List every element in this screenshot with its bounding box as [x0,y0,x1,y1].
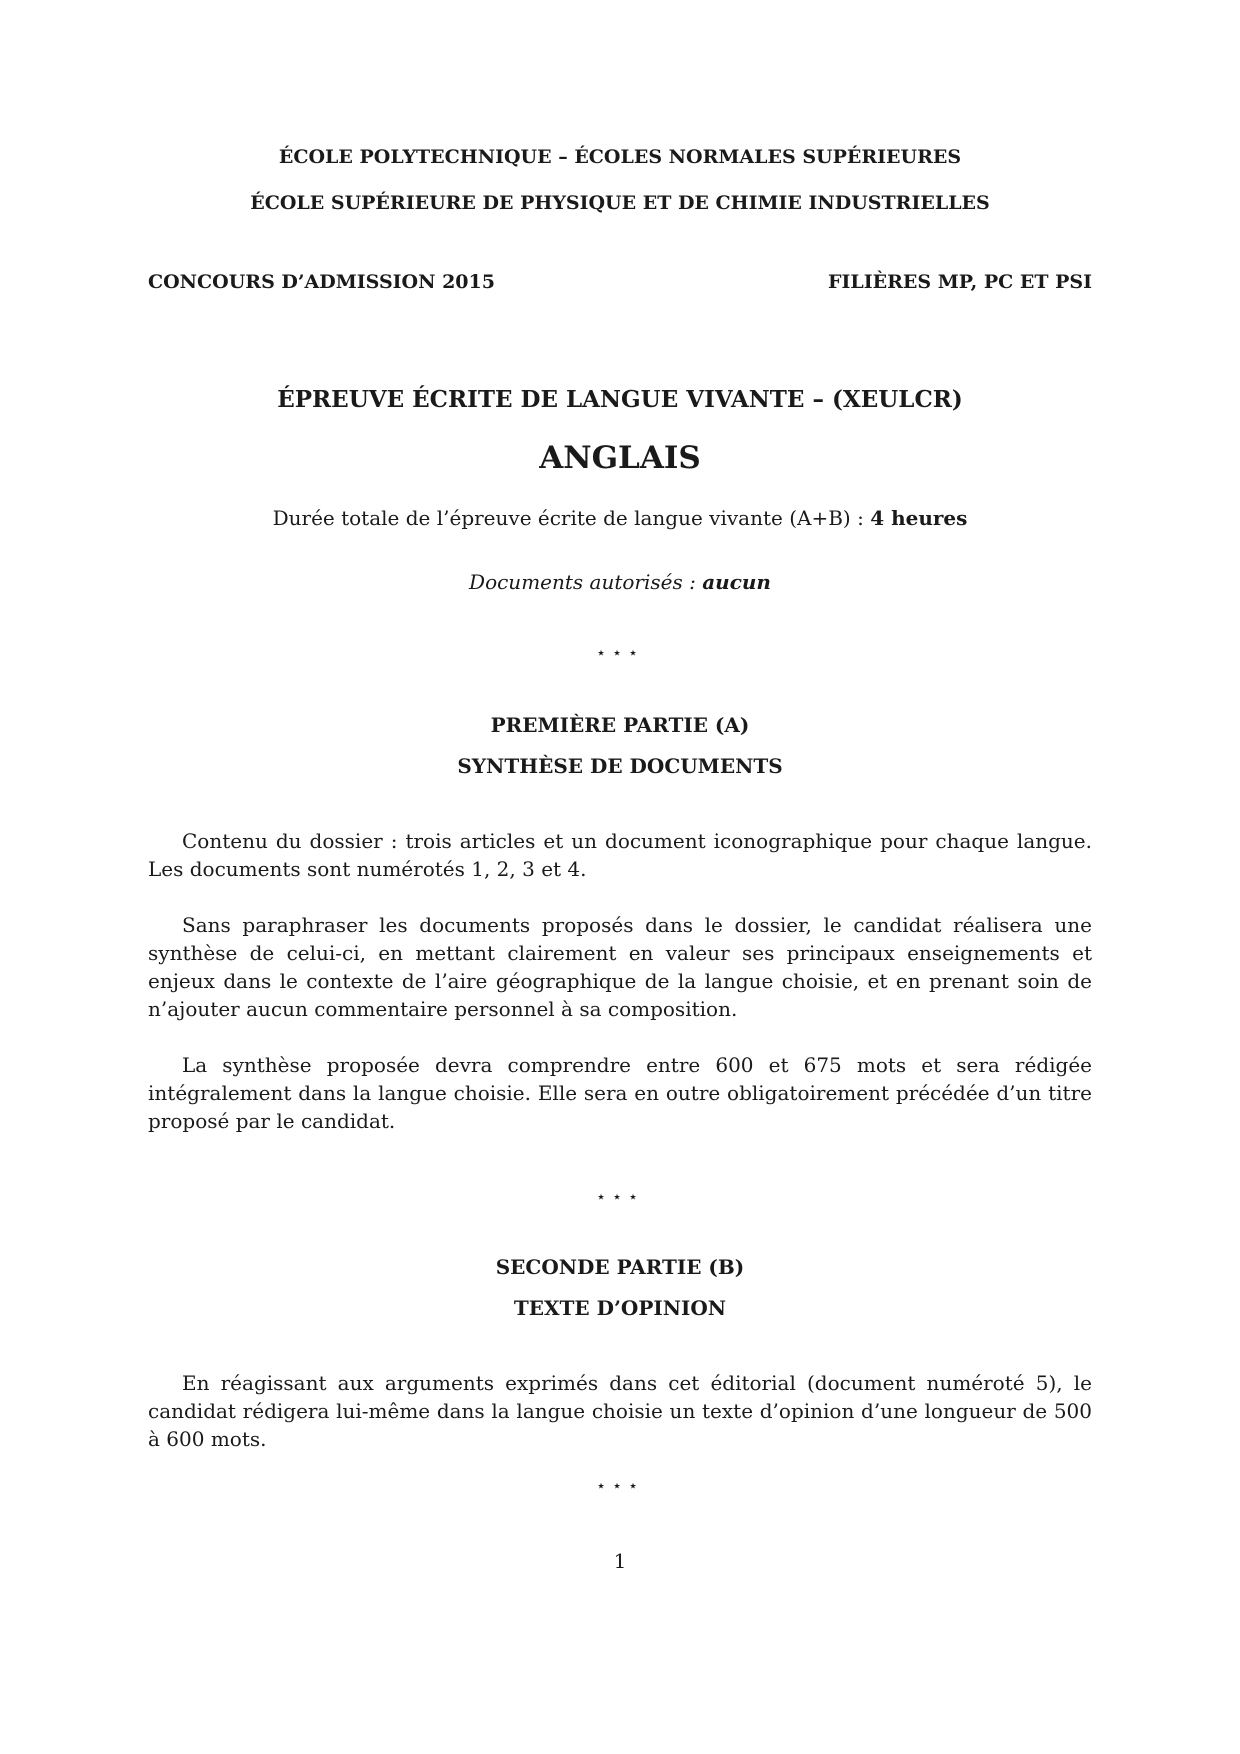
separator-stars-3: ⋆⋆⋆ [595,1476,645,1495]
part-b-title: SECONDE PARTIE (B) [495,1255,745,1279]
part-a-paragraph-3: La synthèse proposée devra comprendre entre 600 et 675 mots et sera rédigée intégralement dans la langue choisie. Elle sera en outre obligatoirement précédée d’un titre proposé par le candidat. [148,1053,1092,1133]
filieres-label: FILIÈRES MP, PC ET PSI [828,271,1092,293]
part-a-subtitle: SYNTHÈSE DE DOCUMENTS [457,754,783,778]
exam-title: ÉPREUVE ÉCRITE DE LANGUE VIVANTE – (XEULCR) [277,386,963,413]
part-a-paragraph-1: Contenu du dossier : trois articles et un document iconographique pour chaque langue. Les documents sont numérotés 1, 2, 3 et 4. [148,829,1092,881]
institution-line-2: ÉCOLE SUPÉRIEURE DE PHYSIQUE ET DE CHIMIE INDUSTRIELLES [250,192,990,214]
part-b-subtitle: TEXTE D’OPINION [513,1296,727,1320]
documents-line [0,570,1240,594]
duration-label: Durée totale de l’épreuve écrite de langue vivante (A+B) : [272,506,864,530]
part-a-paragraph-2: Sans paraphraser les documents proposés dans le dossier, le candidat réalisera une synthèse de celui-ci, en mettant clairement en valeur ses principaux enseignements et enjeux dans le contexte de l’aire géographique de la langue choisie, et en prenant soin de n’ajouter aucun commentaire personnel à sa composition. [148,913,1092,1021]
concours-row [148,271,1092,293]
institution-line-1: ÉCOLE POLYTECHNIQUE – ÉCOLES NORMALES SUPÉRIEURES [278,146,962,168]
exam-language: ANGLAIS [539,440,701,476]
duration-value: 4 heures [870,506,968,530]
part-b-paragraph-1: En réagissant aux arguments exprimés dans cet éditorial (document numéroté 5), le candidat rédigera lui-même dans la langue choisie un texte d’opinion d’une longueur de 500 à 600 mots. [148,1371,1092,1451]
separator-stars-2: ⋆⋆⋆ [595,1187,645,1206]
part-a-title: PREMIÈRE PARTIE (A) [490,713,750,737]
duration-line [0,506,1240,530]
page-number: 1 [613,1549,627,1573]
concours-label: CONCOURS D’ADMISSION 2015 [148,271,495,293]
documents-label: Documents autorisés : [469,570,696,594]
separator-stars-1: ⋆⋆⋆ [595,643,645,662]
documents-value: aucun [702,570,771,594]
